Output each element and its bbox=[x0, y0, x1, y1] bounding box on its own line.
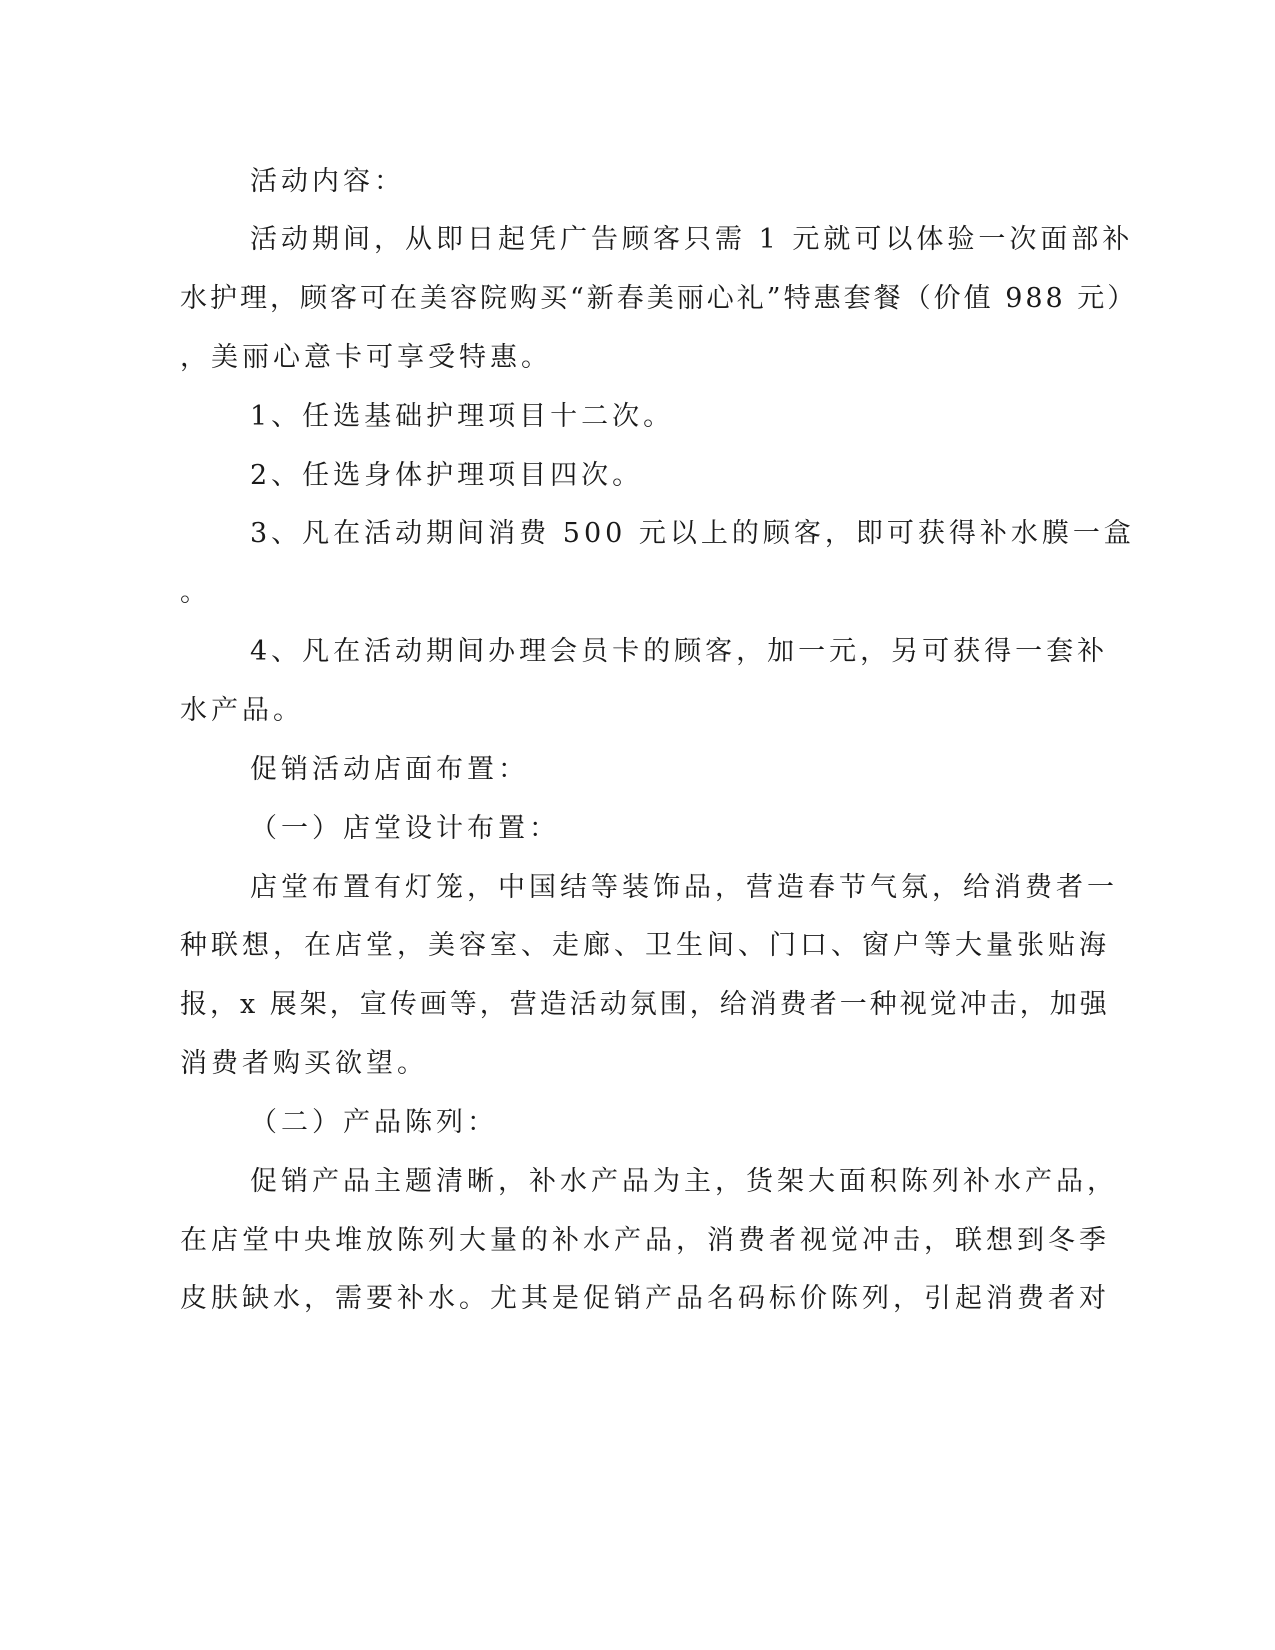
section-heading-store-layout: 促销活动店面布置： bbox=[250, 754, 529, 785]
section-heading-activity-content: 活动内容： bbox=[250, 166, 405, 197]
subsection-heading-product-display: （二）产品陈列： bbox=[250, 1107, 498, 1138]
paragraph-line: 活动期间，从即日起凭广告顾客只需 1 元就可以体验一次面部补 bbox=[250, 224, 1134, 255]
list-item: 2、任选身体护理项目四次。 bbox=[250, 460, 644, 491]
paragraph-line: 消费者购买欲望。 bbox=[180, 1048, 428, 1079]
subsection-heading-store-design: （一）店堂设计布置： bbox=[250, 813, 560, 844]
paragraph-line: 水产品。 bbox=[180, 695, 304, 726]
paragraph-line: 促销产品主题清晰，补水产品为主，货架大面积陈列补水产品， bbox=[250, 1166, 1118, 1197]
paragraph-line: ，美丽心意卡可享受特惠。 bbox=[180, 342, 552, 373]
paragraph-line: 在店堂中央堆放陈列大量的补水产品，消费者视觉冲击，联想到冬季 bbox=[180, 1225, 1110, 1256]
list-item: 1、任选基础护理项目十二次。 bbox=[250, 401, 675, 432]
paragraph-line: 报，x 展架，宣传画等，营造活动氛围，给消费者一种视觉冲击，加强 bbox=[180, 989, 1110, 1020]
paragraph-line: 店堂布置有灯笼，中国结等装饰品，营造春节气氛，给消费者一 bbox=[250, 872, 1118, 903]
list-item: 3、凡在活动期间消费 500 元以上的顾客，即可获得补水膜一盒 bbox=[250, 518, 1135, 549]
paragraph-line: 种联想，在店堂，美容室、走廊、卫生间、门口、窗户等大量张贴海 bbox=[180, 930, 1110, 961]
paragraph-line: 皮肤缺水，需要补水。尤其是促销产品名码标价陈列，引起消费者对 bbox=[180, 1283, 1110, 1314]
paragraph-line: 水护理，顾客可在美容院购买“新春美丽心礼”特惠套餐（价值 988 元） bbox=[180, 283, 1138, 314]
list-item: 4、凡在活动期间办理会员卡的顾客，加一元，另可获得一套补 bbox=[250, 636, 1109, 667]
paragraph-line: 。 bbox=[180, 577, 211, 608]
